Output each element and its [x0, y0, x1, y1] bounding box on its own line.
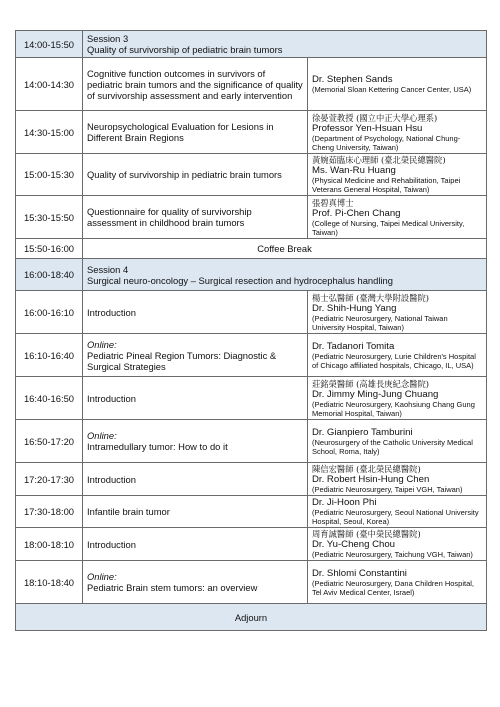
speaker-cell	[308, 496, 487, 528]
speaker-cell	[308, 528, 487, 561]
session-number: Session 4	[87, 263, 129, 275]
speaker-chinese-name: 黃婉茹臨床心理師 (臺北榮民總醫院)	[312, 155, 446, 165]
session-cell	[83, 259, 487, 291]
agenda-body	[16, 31, 487, 631]
speaker-name: Dr. Robert Hsin-Hung Chen	[312, 474, 430, 485]
speaker-name: Dr. Tadanori Tomita	[312, 340, 395, 352]
talk-title: Intramedullary tumor: How to do it	[87, 441, 228, 452]
talk-title: Quality of survivorship in pediatric brain tumors	[87, 169, 282, 180]
speaker-chinese-name: 張碧真博士	[312, 197, 354, 208]
session-header-row	[16, 259, 487, 291]
speaker-cell	[308, 154, 487, 196]
speaker-name: Dr. Shlomi Constantini	[312, 567, 407, 579]
talk-time: 14:00-14:30	[16, 58, 83, 111]
talk-title: Cognitive function outcomes in survivors of pediatric brain tumors and the significance of quality of survivorship assessment and early intervention	[87, 67, 303, 101]
speaker-affiliation: (Department of Psychology, National Chung-Cheng University, Taiwan)	[312, 133, 461, 152]
session-number: Session 3	[87, 33, 129, 44]
speaker-name: Dr. Shih-Hung Yang	[312, 302, 397, 314]
talk-row	[16, 196, 487, 239]
talk-time: 16:10-16:40	[16, 334, 83, 377]
adjourn-row	[16, 604, 487, 631]
talk-time: 15:00-15:30	[16, 154, 83, 196]
talk-title-cell	[83, 496, 308, 528]
talk-title: Introduction	[87, 538, 136, 550]
talk-row	[16, 561, 487, 604]
talk-title: Neuropsychological Evaluation for Lesions in Different Brain Regions	[87, 121, 274, 143]
talk-time: 17:30-18:00	[16, 496, 83, 528]
talk-row	[16, 334, 487, 377]
talk-row	[16, 154, 487, 196]
speaker-cell	[308, 334, 487, 377]
talk-title: Introduction	[87, 473, 136, 485]
online-tag: Online:	[87, 338, 117, 350]
speaker-cell	[308, 420, 487, 463]
speaker-affiliation: (College of Nursing, Taipei Medical University, Taiwan)	[312, 218, 465, 237]
talk-time: 16:00-16:10	[16, 291, 83, 334]
speaker-name: Dr. Ji-Hoon Phi	[312, 497, 377, 508]
talk-row	[16, 496, 487, 528]
talk-row	[16, 291, 487, 334]
speaker-cell	[308, 58, 487, 111]
talk-title-cell	[83, 334, 308, 377]
session-time: 16:00-18:40	[16, 259, 83, 291]
speaker-name: Dr. Gianpiero Tamburini	[312, 426, 413, 438]
speaker-chinese-name: 莊銘榮醫師 (高雄長庚紀念醫院)	[312, 378, 429, 389]
talk-title-cell	[83, 528, 308, 561]
session-title: Surgical neuro-oncology – Surgical resection and hydrocephalus handling	[87, 274, 393, 286]
speaker-cell	[308, 463, 487, 496]
break-label: Coffee Break	[83, 239, 487, 259]
adjourn-label: Adjourn	[16, 604, 487, 631]
speaker-affiliation: (Pediatric Neurosurgery, Lurie Children's Hospital of Chicago affiliated hospitals, Chicago, IL, USA)	[312, 351, 476, 370]
session-header-row	[16, 31, 487, 58]
speaker-cell	[308, 377, 487, 420]
speaker-chinese-name: 徐晏萱教授 (國立中正大學心理系)	[312, 112, 438, 123]
speaker-chinese-name: 楊士弘醫師 (臺灣大學附設醫院)	[312, 292, 429, 303]
speaker-affiliation: (Pediatric Neurosurgery, Taichung VGH, Taiwan)	[312, 550, 473, 559]
talk-row	[16, 420, 487, 463]
speaker-affiliation: (Pediatric Neurosurgery, Kaohsiung Chang Gung Memorial Hospital, Taiwan)	[312, 399, 475, 418]
talk-time: 16:40-16:50	[16, 377, 83, 420]
speaker-affiliation: (Pediatric Neurosurgery, Seoul National University Hospital, Seoul, Korea)	[312, 508, 479, 526]
talk-row	[16, 528, 487, 561]
agenda-table	[15, 30, 487, 631]
speaker-affiliation: (Neurosurgery of the Catholic University Medical School, Roma, Italy)	[312, 437, 473, 456]
speaker-cell	[308, 291, 487, 334]
speaker-name: Ms. Wan-Ru Huang	[312, 165, 396, 176]
talk-time: 16:50-17:20	[16, 420, 83, 463]
talk-title-cell	[83, 377, 308, 420]
speaker-chinese-name: 周育誠醫師 (臺中榮民總醫院)	[312, 529, 421, 539]
speaker-cell	[308, 111, 487, 154]
talk-row	[16, 463, 487, 496]
talk-title-cell	[83, 196, 308, 239]
speaker-affiliation: (Pediatric Neurosurgery, National Taiwan University Hospital, Taiwan)	[312, 313, 448, 332]
speaker-name: Prof. Pi-Chen Chang	[312, 207, 401, 219]
talk-title-cell	[83, 58, 308, 111]
talk-title-cell	[83, 463, 308, 496]
talk-time: 18:00-18:10	[16, 528, 83, 561]
speaker-name: Dr. Jimmy Ming-Jung Chuang	[312, 388, 439, 400]
speaker-name: Dr. Stephen Sands	[312, 74, 393, 85]
speaker-affiliation: (Pediatric Neurosurgery, Taipei VGH, Taiwan)	[312, 485, 463, 494]
speaker-affiliation: (Pediatric Neurosurgery, Dana Children Hospital, Tel Aviv Medical Center, Israel)	[312, 578, 475, 597]
session-time: 14:00-15:50	[16, 31, 83, 58]
talk-title-cell	[83, 111, 308, 154]
talk-time: 14:30-15:00	[16, 111, 83, 154]
speaker-cell	[308, 561, 487, 604]
online-tag: Online:	[87, 430, 117, 441]
talk-title: Introduction	[87, 306, 136, 318]
speaker-cell	[308, 196, 487, 239]
talk-title-cell	[83, 291, 308, 334]
talk-title: Pediatric Brain stem tumors: an overview	[87, 582, 258, 593]
talk-time: 18:10-18:40	[16, 561, 83, 604]
session-title: Quality of survivorship of pediatric brain tumors	[87, 44, 283, 55]
break-row	[16, 239, 487, 259]
speaker-affiliation: (Memorial Sloan Kettering Cancer Center, USA)	[312, 85, 472, 94]
talk-title: Introduction	[87, 392, 136, 404]
talk-title: Pediatric Pineal Region Tumors: Diagnostic & Surgical Strategies	[87, 349, 277, 372]
speaker-chinese-name: 陳信宏醫師 (臺北榮民總醫院)	[312, 464, 421, 474]
online-tag: Online:	[87, 571, 117, 582]
talk-title-cell	[83, 561, 308, 604]
speaker-affiliation: (Physical Medicine and Rehabilitation, Taipei Veterans General Hospital, Taiwan)	[312, 176, 461, 194]
talk-time: 15:30-15:50	[16, 196, 83, 239]
talk-time: 17:20-17:30	[16, 463, 83, 496]
talk-title: Infantile brain tumor	[87, 506, 170, 517]
speaker-name: Professor Yen-Hsuan Hsu	[312, 122, 423, 134]
speaker-name: Dr. Yu-Cheng Chou	[312, 539, 396, 550]
break-time: 15:50-16:00	[16, 239, 83, 259]
session-cell	[83, 31, 487, 58]
talk-row	[16, 58, 487, 111]
talk-title-cell	[83, 420, 308, 463]
talk-row	[16, 377, 487, 420]
talk-row	[16, 111, 487, 154]
talk-title: Questionnaire for quality of survivorship assessment in childhood brain tumors	[87, 206, 252, 228]
talk-title-cell	[83, 154, 308, 196]
